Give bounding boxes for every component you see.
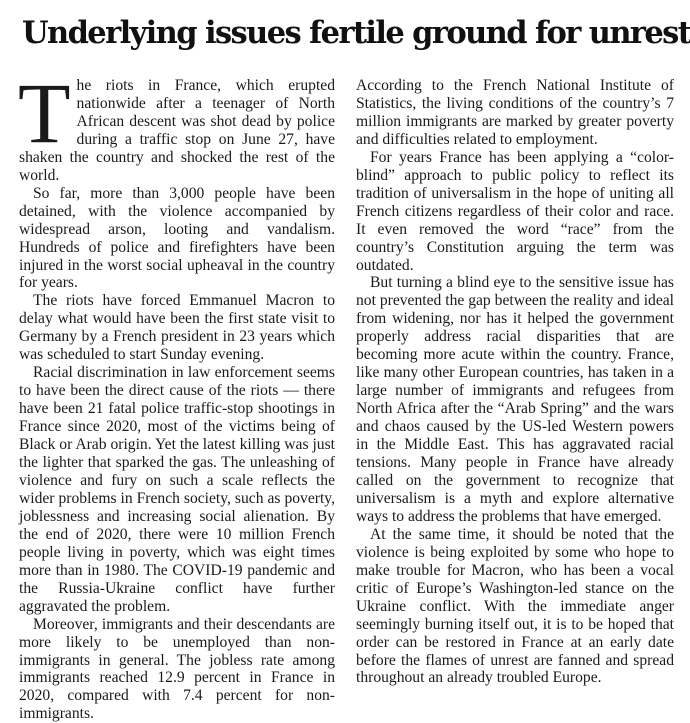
article-paragraph	[18, 65, 335, 185]
paragraph-text: he riots in France, which erupted nationwide after a teenager of North African descent was shot dead by police during a traffic stop on June 27, have shaken the country and shocked the rest of the world.	[19, 77, 335, 184]
drop-cap: T	[18, 65, 71, 161]
article-paragraph: So far, more than 3,000 people have been detained, with the violence accompanied by widespread arson, looting and vandalism. Hundreds of police and firefighters have been injured in the worst social upheaval in the country for years.	[19, 184, 335, 292]
article-paragraph: Racial discrimination in law enforcement seems to have been the direct cause of the riots — there have been 21 fatal police traffic-stop shootings in France since 2020, most of the victims being of Black or Arab origin. Yet the latest killing was just the lighter that sparked the gas. The unleashing of violence and fury on such a scale reflects the wider problems in French society, such as poverty, joblessness and increasing social alienation. By the end of 2020, there were 10 million French people living in poverty, which was eight times more than in 1980. The COVID-19 pandemic and the Russia-Ukraine conflict have further aggravated the problem.	[19, 364, 335, 615]
article-paragraph: Moreover, immigrants and their descendants are more likely to be unemployed than non-immigrants in general. The jobless rate among immigrants reached 12.9 percent in France in 2020, compared with 7.4 percent for non-immigrants.	[19, 615, 335, 723]
article-paragraph: At the same time, it should be noted that the violence is being exploited by some who hope to make trouble for Macron, who has been a vocal critic of Europe’s Washington-led stance on the Ukraine conflict. With the immediate anger seemingly burning itself out, it is to be hoped that order can be restored in France at an early date before the flames of unrest are fanned and spread throughout an already troubled Europe.	[356, 525, 674, 687]
article-column-left	[18, 65, 335, 723]
article-paragraph: The riots have forced Emmanuel Macron to delay what would have been the first state visit to Germany by a French president in 23 years which was scheduled to start Sunday evening.	[19, 292, 335, 364]
article-column-right	[356, 77, 674, 687]
article-paragraph: But turning a blind eye to the sensitive issue has not prevented the gap between the reality and ideal from widening, nor has it helped the government properly address racial disparities that are becoming more acute within the country. France, like many other European countries, has taken in a large number of immigrants and refugees from North Africa after the “Arab Spring” and the wars and chaos caused by the US-led Western powers in the Middle East. This has aggravated racial tensions. Many people in France have already called on the government to recognize that universalism is a myth and explore alternative ways to address the problems that have emerged.	[356, 274, 674, 525]
article-headline: Underlying issues fertile ground for unrest	[22, 15, 690, 51]
article-paragraph: For years France has been applying a “color-blind” approach to public policy to reflect its tradition of universalism in the hope of uniting all French citizens regardless of their color and race. It even removed the word “race” from the country’s Constitution arguing the term was outdated.	[356, 148, 674, 274]
article-paragraph: According to the French National Institute of Statistics, the living conditions of the country’s 7 million immigrants are marked by greater poverty and difficulties related to employment.	[356, 77, 674, 148]
